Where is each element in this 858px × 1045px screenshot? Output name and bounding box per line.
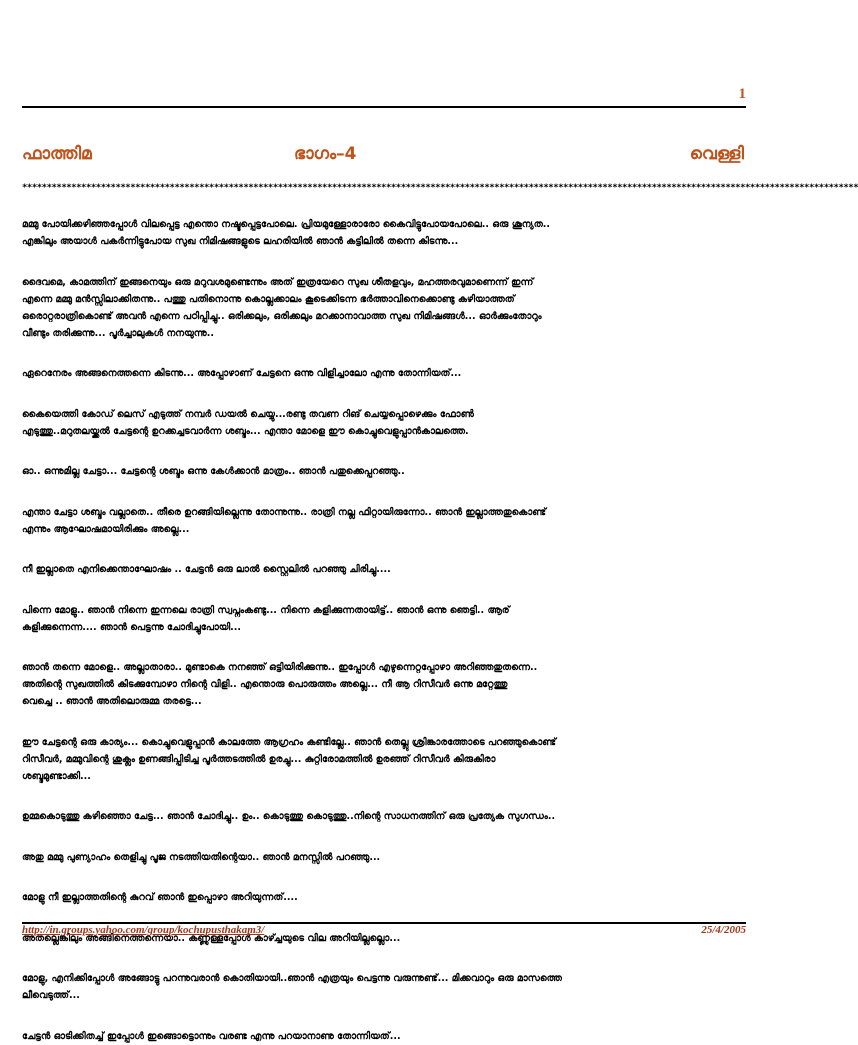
paragraph-line: കളിക്കുന്നെന്ന.... ഞാൻ പെട്ടന്നു ചോദിച്ചുപോയി... <box>22 621 241 633</box>
story-paragraph <box>22 365 746 382</box>
paragraph-line: റിസീവർ, മമ്മുവിന്റെ ശുക്ലം ഉണങ്ങിപ്പിടിച്ച പൂർത്തടത്തിൽ ഉരച്ചു... കുറ്റിരോമത്തിൽ ഉരഞ്ഞ് റിസീവർ കിരുകിരാ <box>22 753 496 765</box>
paragraph-line: വീണ്ടും തരിക്കുന്നു... പൂർച്ചാലുകൾ നനയുന്നു.. <box>22 327 214 339</box>
story-paragraph <box>22 659 746 710</box>
paragraph-line: എങ്കിലും അയാൾ പകർന്നിട്ടുപോയ സുഖ നിമിഷങ്ങളുടെ ലഹരിയിൽ ഞാൻ കട്ടിലിൽ തന്നെ കിടന്നു... <box>22 236 459 247</box>
story-paragraph <box>22 274 746 342</box>
page-number: 1 <box>738 86 746 102</box>
story-paragraph <box>22 406 746 440</box>
story-paragraph <box>22 808 746 825</box>
story-paragraph <box>22 849 746 866</box>
paragraph-line: എന്നും ആഘോഷമായിരിക്കും അല്ലെ... <box>22 523 190 535</box>
paragraph-line: അതു മമ്മു പുണ്യാഹം തെളിച്ചു പൂജ നടത്തിയതിന്റെയാ.. ഞാൻ മനസ്സിൽ പറഞ്ഞു... <box>22 851 381 863</box>
story-paragraph <box>22 463 746 480</box>
paragraph-line: ഉമ്മകൊടുത്തു കഴിഞ്ഞൊ ചേട്ട... ഞാൻ ചോദിച്ചു.. ഉം.. കൊടുത്തു കൊടുത്തു..നിന്റെ സാധനത്തിന് ഒരു പ്രത്യേക സുഗന്ധം.. <box>22 811 556 822</box>
star-separator: ************************************************************************************************************************************************************************** <box>22 183 858 193</box>
paragraph-line: ശബ്ദമുണ്ടാക്കി... <box>22 770 91 782</box>
story-paragraph <box>22 889 746 906</box>
story-paragraph <box>22 734 746 785</box>
paragraph-line: എടുത്തു..മറുതലയ്ക്കൽ ചേട്ടന്റെ ഉറക്കച്ചടവാർന്ന ശബ്ദം... എന്താ മോളെ ഈ കൊച്ചുവെളുപ്പാൻകാലത്തെ. <box>22 425 469 437</box>
document-heading <box>22 144 744 170</box>
paragraph-line: ഏറെനേരം അങ്ങനെത്തന്നെ കിടന്നു... അപ്പോഴാണ് ചേട്ടനെ ഒന്നു വിളിച്ചാലോ എന്നു തോന്നിയത്... <box>22 368 462 379</box>
paragraph-line: വെച്ചെ .. ഞാൻ അതിലൊരുമ്മ തരട്ടെ... <box>22 696 202 707</box>
paragraph-line: നീ ഇല്ലാതെ എനിക്കെന്താഘോഷം .. ചേട്ടൻ ഒരു ലാൽ സ്റ്റൈലിൽ പറഞ്ഞു ചിരിച്ചു.... <box>22 564 391 575</box>
paragraph-line: കൈയെത്തി കോഡ് ലെസ് എടുത്ത് നമ്പർ ഡയൽ ചെയ്യു...രണ്ടു തവണ റിങ് ചെയ്യപ്പൊഴെക്കും ഫോൺ <box>22 408 474 420</box>
paragraph-line: ദൈവമെ, കാമത്തിന് ഇങ്ങനെയും ഒരു മറുവശമുണ്ടെന്നും അത് ഇത്രയേറെ സുഖ ശീതളവും, മഹത്തരവുമാണെന്ന് ഇന്ന് <box>22 276 534 288</box>
group-link[interactable]: http://in.groups.yahoo.com/group/kochupusthakam3/ <box>22 924 265 936</box>
paragraph-line: ഒരൊറ്റരാത്രികൊണ്ട് അവൻ എന്നെ പഠിപ്പിച്ചു.. ഒരിക്കലും, ഒരിക്കലും മറക്കാനാവാത്ത സുഖ നിമിഷങ്ങൾ... ഓർക്കുംതോറും <box>22 310 542 322</box>
story-title: ഫാത്തിമ <box>22 144 92 164</box>
footer-date: 25/4/2005 <box>701 924 746 936</box>
story-paragraph <box>22 602 746 636</box>
story-paragraph <box>22 1028 746 1045</box>
paragraph-line: ലീവെടുത്ത്... <box>22 990 80 1001</box>
paragraph-line: പിന്നെ മോളു.. ഞാൻ നിന്നെ ഇന്നലെ രാത്രി സ്വപ്നംകണ്ടു... നിന്നെ കളിക്കുന്നതായിട്ട്.. ഞാൻ ഒന്നു ഞെട്ടി.. ആര് <box>22 604 510 616</box>
top-rule <box>22 106 746 108</box>
paragraph-line: ഓ.. ഒന്നുമില്ല ചേട്ടാ... ചേട്ടന്റെ ശബ്ദം ഒന്നു കേൾക്കാൻ മാത്രം.. ഞാൻ പതുക്കെപ്പറഞ്ഞു.. <box>22 466 405 477</box>
paragraph-line: ചേട്ടൻ ഓടിക്കിതച്ച് ഇപ്പോൾ ഇങ്ങൊട്ടൊന്നും വരണ്ട എന്നു പറയാനാണു തോന്നിയത്... <box>22 1030 401 1042</box>
paragraph-line: മോളു നീ ഇല്ലാത്തതിന്റെ കുറവ് ഞാൻ ഇപ്പൊഴാ അറിയുന്നത്.... <box>22 892 298 903</box>
paragraph-line: അതല്ലെങ്കിലും അങ്ങിനെത്തന്നെയാ.. കണ്ണുള്ളപ്പോൾ കാഴ്ച്ചയുടെ വില അറിയില്ലല്ലൊ... <box>22 932 401 944</box>
paragraph-line: എന്നെ മമ്മു മൻസ്സിലാക്കിതന്നു.. പത്തു പതിനൊന്നു കൊല്ലക്കാലം കൂടെക്കിടന്ന ഭർത്താവിനെക്കൊണ്ടു കഴിയാത്തത് <box>22 293 515 305</box>
paragraph-line: അതിന്റെ സുഖത്തിൽ കിടക്കുമ്പോഴാ നിന്റെ വിളി.. എന്തൊരു പൊരുത്തം അല്ലെ... നീ ആ റിസീവർ ഒന്നു മറ്റേത്തു <box>22 679 508 690</box>
story-paragraph <box>22 561 746 578</box>
paragraph-line: മമ്മു പോയിക്കഴിഞ്ഞപ്പോൾ വിലപ്പെട്ട എന്തൊ നഷ്ടപ്പെട്ടപോലെ. പ്രിയമുള്ളോരാരോ കൈവിട്ടുപോയപോലെ.. ഒരു ശൂന്യത.. <box>22 219 551 230</box>
story-part: ഭാഗം–4 <box>294 144 357 164</box>
story-paragraph <box>22 504 746 538</box>
story-paragraph <box>22 970 746 1004</box>
page-footer <box>22 924 746 942</box>
paragraph-line: ഞാൻ തന്നെ മോളെ.. അല്ലാതാരാ.. മുണ്ടാകെ നനഞ്ഞ് ഒട്ടിയിരിക്കുന്നു.. ഇപ്പോൾ എഴുന്നെറ്റപ്പോഴാ അറിഞ്ഞതുതന്നെ.. <box>22 662 538 673</box>
paragraph-line: മോളു, എനിക്കിപ്പോൾ അങ്ങോട്ടു പറന്നുവരാൻ കൊതിയായി..ഞാൻ എത്രയും പെട്ടന്നു വരുന്നുണ്ട്... മിക്കവാറും ഒരു മാസത്തെ <box>22 973 562 984</box>
story-author: വെള്ളി <box>689 144 744 164</box>
paragraph-line: ഈ ചേട്ടന്റെ ഒരു കാര്യം... കൊച്ചുവെളുപ്പാൻ കാലത്തേ ആഗ്രഹം കണ്ടില്ലേ.. ഞാൻ തെല്ലു ശ്രിങ്കാരത്തോടെ പറഞ്ഞുകൊണ്ട് <box>22 736 557 748</box>
story-paragraph <box>22 216 746 250</box>
paragraph-line: എന്താ ചേട്ടാ ശബ്ദം വല്ലാതെ.. തീരെ ഉറങ്ങിയില്ലെന്നു തോന്നുന്നു.. രാത്രി നല്ല ഫിറ്റായിരുന്നോ.. ഞാൻ ഇല്ലാത്തതുകൊണ്ട് <box>22 506 546 518</box>
